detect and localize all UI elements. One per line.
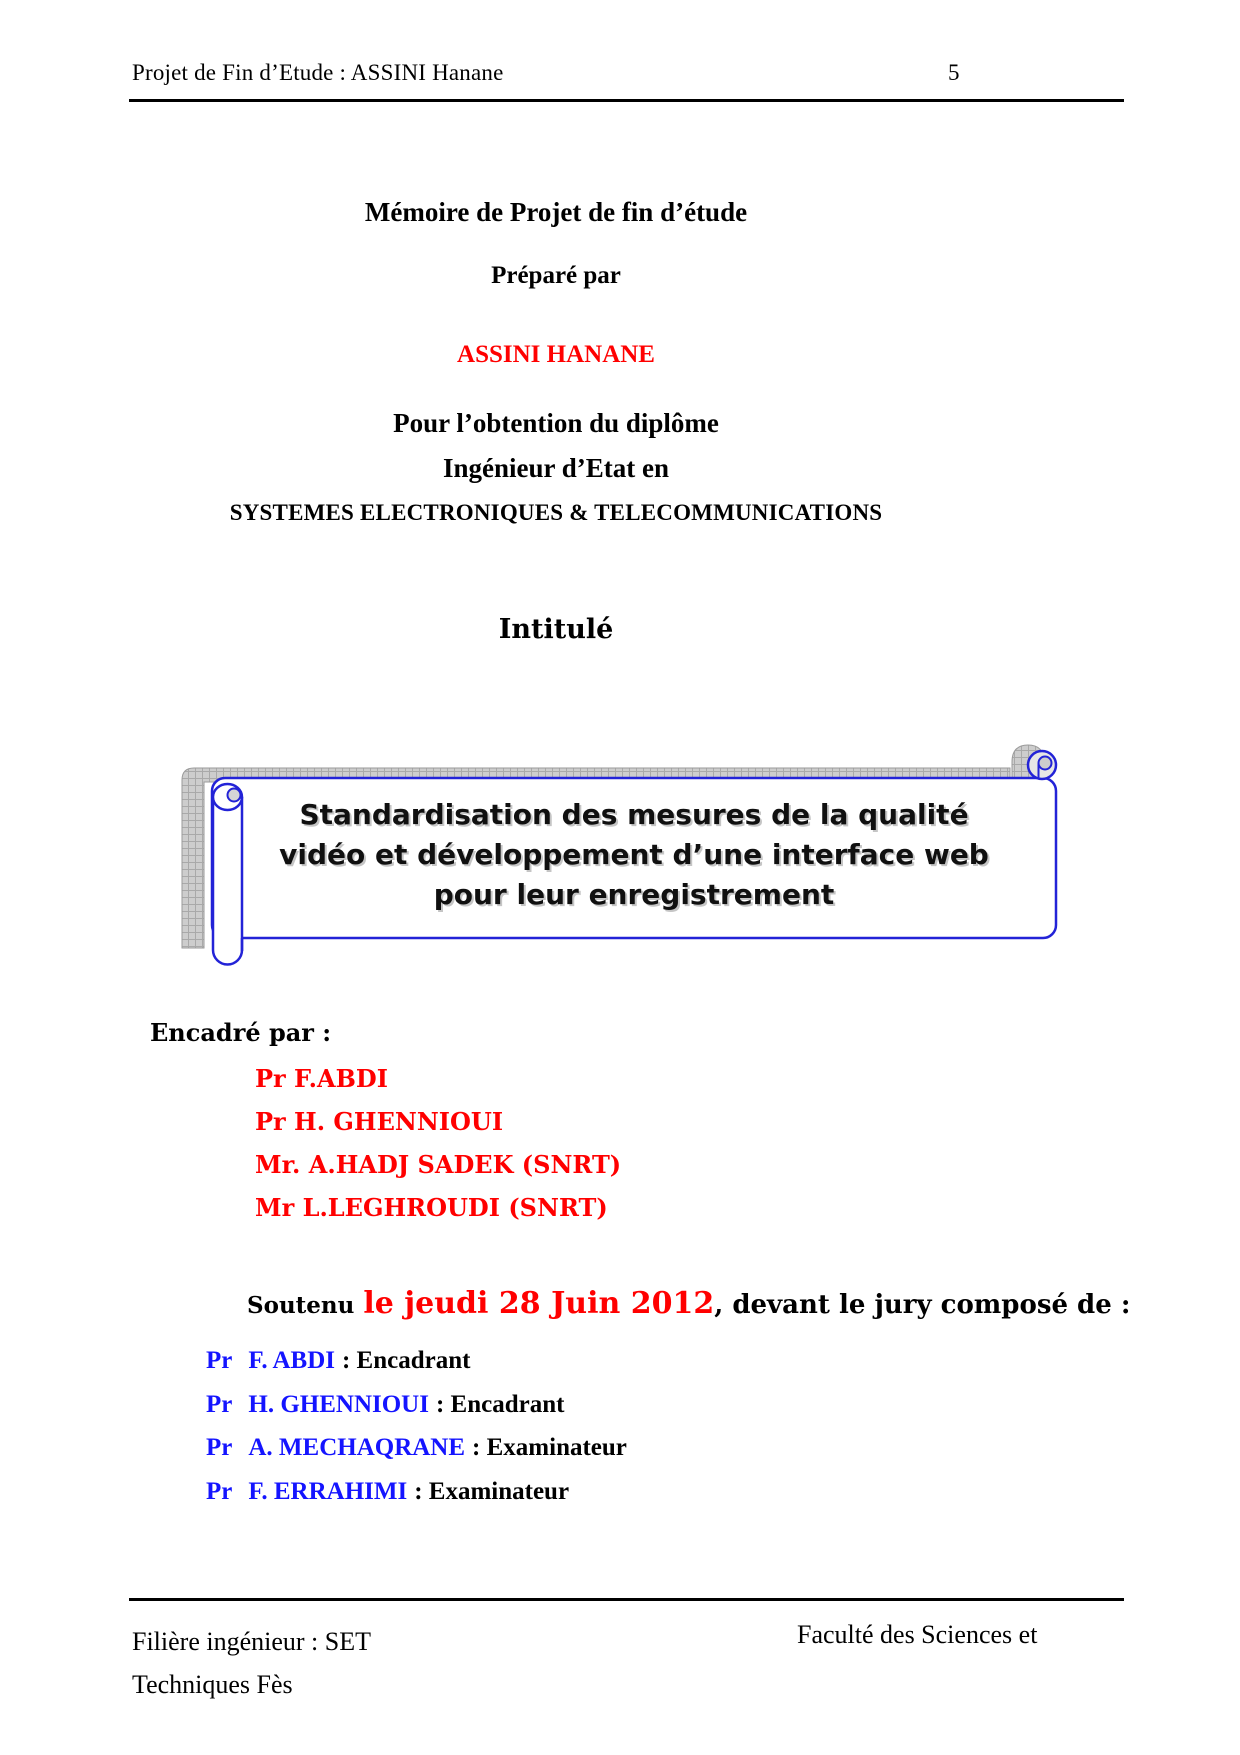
footer-left-line-1: Filière ingénieur : SET [132, 1627, 372, 1656]
supervisor-list [255, 1064, 621, 1236]
jury-member-title: Pr [206, 1434, 233, 1461]
jury-member-role: : Examinateur [472, 1434, 627, 1461]
banner-title-line-2: vidéo et développement d’une interface web [279, 838, 989, 871]
running-header: Projet de Fin d’Etude : ASSINI Hanane [132, 60, 504, 85]
banner-title-line-1: Standardisation des mesures de la qualité [299, 798, 969, 831]
jury-member-role: : Encadrant [341, 1347, 471, 1374]
banner-title-line-3: pour leur enregistrement [433, 878, 835, 911]
banner-title [234, 795, 1034, 915]
jury-member-name: F. ABDI [248, 1347, 335, 1374]
jury-member-title: Pr [206, 1477, 233, 1505]
supervisor-item: Pr H. GHENNIOUI [255, 1107, 504, 1136]
speciality-line: SYSTEMES ELECTRONIQUES & TELECOMMUNICATIONS [229, 500, 883, 525]
prepared-by-label: Préparé par [491, 262, 621, 289]
supervisor-item: Pr F.ABDI [255, 1064, 388, 1093]
jury-member-role: : Encadrant [435, 1390, 565, 1418]
footer-rule [129, 1598, 1124, 1601]
jury-member-name: H. GHENNIOUI [248, 1390, 429, 1418]
page-number: 5 [948, 60, 960, 85]
jury-row [206, 1434, 627, 1478]
jury-row [206, 1391, 627, 1435]
defense-prefix: Soutenu [247, 1292, 355, 1319]
footer-left-line-2: Techniques Fès [132, 1670, 293, 1699]
footer-left [132, 1620, 371, 1706]
defense-sentence [247, 1286, 1130, 1321]
supervisor-item: Mr L.LEGHROUDI (SNRT) [255, 1193, 608, 1222]
defense-suffix: , devant le jury composé de : [714, 1290, 1131, 1320]
supervisor-item: Mr. A.HADJ SADEK (SNRT) [255, 1150, 622, 1179]
jury-member-name: F. ERRAHIMI [248, 1477, 408, 1505]
jury-member-title: Pr [206, 1347, 233, 1374]
jury-member-title: Pr [206, 1390, 233, 1418]
scroll-banner [178, 740, 1064, 972]
author-name: ASSINI HANANE [457, 341, 655, 368]
memoire-title: Mémoire de Projet de fin d’étude [364, 197, 748, 227]
intitule-label: Intitulé [498, 614, 614, 645]
jury-member-name: A. MECHAQRANE [248, 1434, 466, 1461]
jury-row [206, 1478, 627, 1522]
diploma-line-1: Pour l’obtention du diplôme [393, 408, 719, 438]
jury-member-role: : Examinateur [414, 1477, 570, 1505]
supervisors-label: Encadré par : [150, 1018, 332, 1047]
header-rule [129, 99, 1124, 102]
diploma-line-2: Ingénieur d’Etat en [442, 453, 670, 483]
jury-row [206, 1347, 627, 1391]
defense-date: le jeudi 28 Juin 2012 [363, 1286, 715, 1321]
jury-list [206, 1347, 627, 1521]
footer-right: Faculté des Sciences et [797, 1620, 1038, 1649]
